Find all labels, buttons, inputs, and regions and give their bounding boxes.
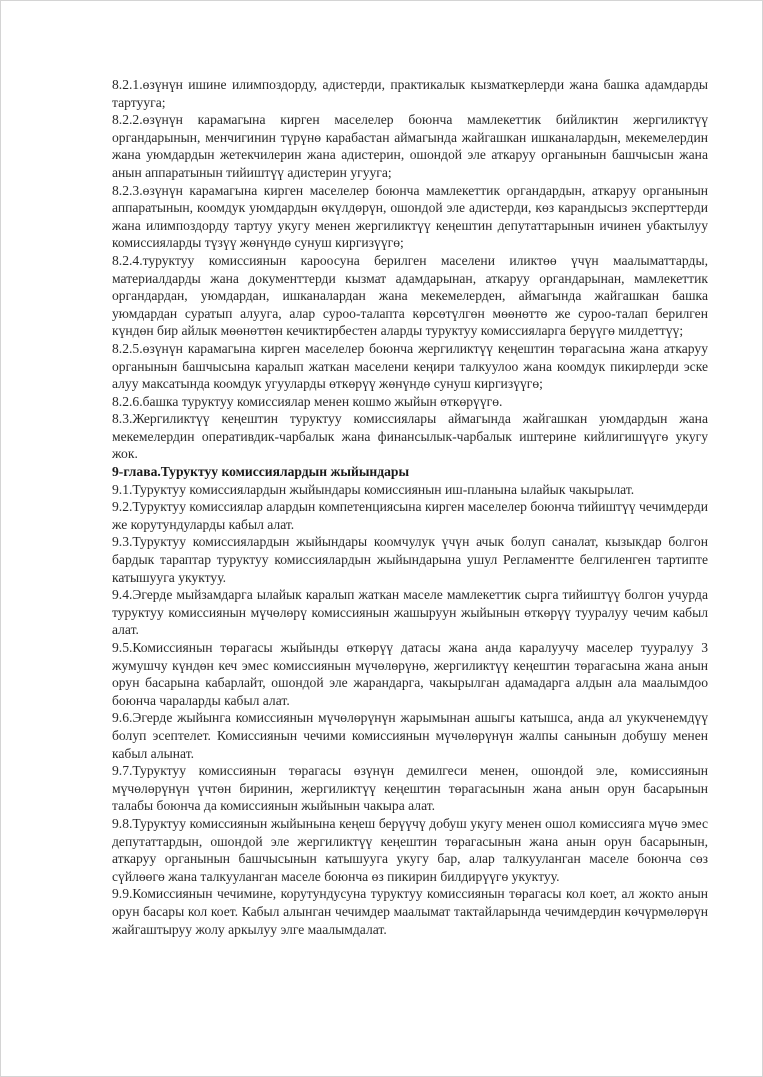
chapter-9-heading: 9-глава.Туруктуу комиссиялардын жыйындары <box>112 464 410 480</box>
paragraph-8-2-5: 8.2.5.өзүнүн карамагына кирген маселелер боюнча жергиликтүү кеңештин төрагасына жана аткаруу органынын башчысына каралып жаткан маселени кеңири талкуулоо жана коомдук пикирлерди эске алуу максатында коомдук угууларды өткөрүү жөнүндө сунуш киргизүүгө; <box>112 340 708 392</box>
paragraph-9-4: 9.4.Эгерде мыйзамдарга ылайык каралып жаткан маселе мамлекеттик сырга тийиштүү болгон учурда туруктуу комиссиянын мүчөлөрү комиссиянын жашыруун жыйынын өткөрүү тууралуу чечим кабыл алат. <box>112 587 708 638</box>
document-body <box>112 76 708 938</box>
paragraph-9-7: 9.7.Туруктуу комиссиянын төрагасы өзүнүн демилгеси менен, ошондой эле, комиссиянын мүчөлөрүнүн үчтөн биринин, жергиликтүү кеңештин төрагасынын жана анын орун басарынын талабы боюнча да комиссиянын жыйынын чакыра алат. <box>112 763 708 814</box>
paragraph-9-8: 9.8.Туруктуу комиссиянын жыйынына кеңеш берүүчү добуш укугу менен ошол комиссияга мүчө эмес депутаттардын, ошондой эле жергиликтүү кеңештин төрагасынын жана анын орун басарынын, аткаруу органынын башчысынын катышууга укугу бар, алар талкууланган маселе боюнча сөз сүйлөөгө жана талкууланган маселе боюнча өз пикирин билдирүүгө укуктуу. <box>112 815 708 884</box>
paragraph-9-5: 9.5.Комиссиянын төрагасы жыйынды өткөрүү датасы жана анда каралуучу маселер тууралуу 3 жумушчу күндөн кеч эмес комиссиянын мүчөлөрүнө, жергиликтүү кеңештин төрагасына жана анын орун басарына кабарлайт, ошондой эле жарандарга, чакырылган адамадарга алдын ала маалымдоо боюнча чараларды кабыл алат. <box>112 640 708 708</box>
paragraph-8-2-2: 8.2.2.өзүнүн карамагына кирген маселелер боюнча мамлекеттик бийликтин жергиликтүү органдарынын, менчигинин түрүнө карабастан аймагында жайгашкан ишканалардын, мекемелердин жана уюмдардын жетекчилерин жана адистерин, ошондой эле аткаруу органынын башчысын жана анын аппаратынын тийиштүү адистерин угууга; <box>112 112 708 180</box>
paragraph-9-2: 9.2.Туруктуу комиссиялар алардын компетенциясына кирген маселелер боюнча тийиштүү чечимдерди же корутундуларды кабыл алат. <box>112 499 708 532</box>
paragraph-9-9: 9.9.Комиссиянын чечимине, корутундусуна туруктуу комиссиянын төрагасы кол коет, ал жокто анын орун басары кол коет. Кабыл алынган чечимдер маалымат тактайларында чечимдердин көчүрмөлөрүн жайгаштыруу жолу аркылуу элге маалымдалат. <box>112 886 708 937</box>
paragraph-8-2-1: 8.2.1.өзүнүн ишине илимпоздорду, адистерди, практикалык кызматкерлерди жана башка адамдарды тартууга; <box>112 77 708 110</box>
paragraph-8-2-6: 8.2.6.башка туруктуу комиссиялар менен кошмо жыйын өткөрүүгө. <box>112 393 503 409</box>
paragraph-8-3: 8.3.Жергиликтүү кеңештин туруктуу комиссиялары аймагында жайгашкан уюмдардын жана мекемелердин оперативдик-чарбалык жана финансылык-чарбалык иштерине кийлигишүүгө укугу жок. <box>112 411 708 462</box>
paragraph-9-1: 9.1.Туруктуу комиссиялардын жыйындары комиссиянын иш-планына ылайык чакырылат. <box>112 481 635 497</box>
paragraph-8-2-3: 8.2.3.өзүнүн карамагына кирген маселелер боюнча мамлекеттик органдардын, аткаруу органынын аппаратынын, коомдук уюмдардын өкүлдөрүн, ошондой эле адистерди, көз карандысыз эксперттерди жана илимпоздорду тартуу укугу менен жергиликтүү кеңештин депутаттарынын ичинен убактылуу комиссияларды түзүү жөнүндө сунуш киргизүүгө; <box>112 182 708 251</box>
paragraph-9-3: 9.3.Туруктуу комиссиялардын жыйындары коомчулук үчүн ачык болуп саналат, кызыкдар болгон бардык тараптар туруктуу комиссиялардын жыйындарына ушул Регламентте белгиленген тартипте катышууга укуктуу. <box>112 534 708 585</box>
paragraph-8-2-4: 8.2.4.туруктуу комиссиянын кароосуна берилген маселени иликтөө үчүн маалыматтарды, материалдарды жана документтерди кызмат адамдарынан, аткаруу органдарынан, мамлекеттик органдардан, уюмдардан, ишканалардан жана мекемелерден, аймагында жайгашкан башка уюмдардан суратып алууга, алар суроо-талапта көрсөтүлгөн мөөнөттө же суроо-талап берилген күндөн бир айлык мөөнөттөн кечиктирбестен аларды туруктуу комиссияларга берүүгө милдеттүү; <box>112 252 708 339</box>
paragraph-9-6: 9.6.Эгерде жыйынга комиссиянын мүчөлөрүнүн жарымынан ашыгы катышса, анда ал укукченемдүү болуп эсептелет. Комиссиянын чечими комиссиянын мүчөлөрүнүн жалпы санынын добушу менен кабыл алынат. <box>112 710 708 761</box>
